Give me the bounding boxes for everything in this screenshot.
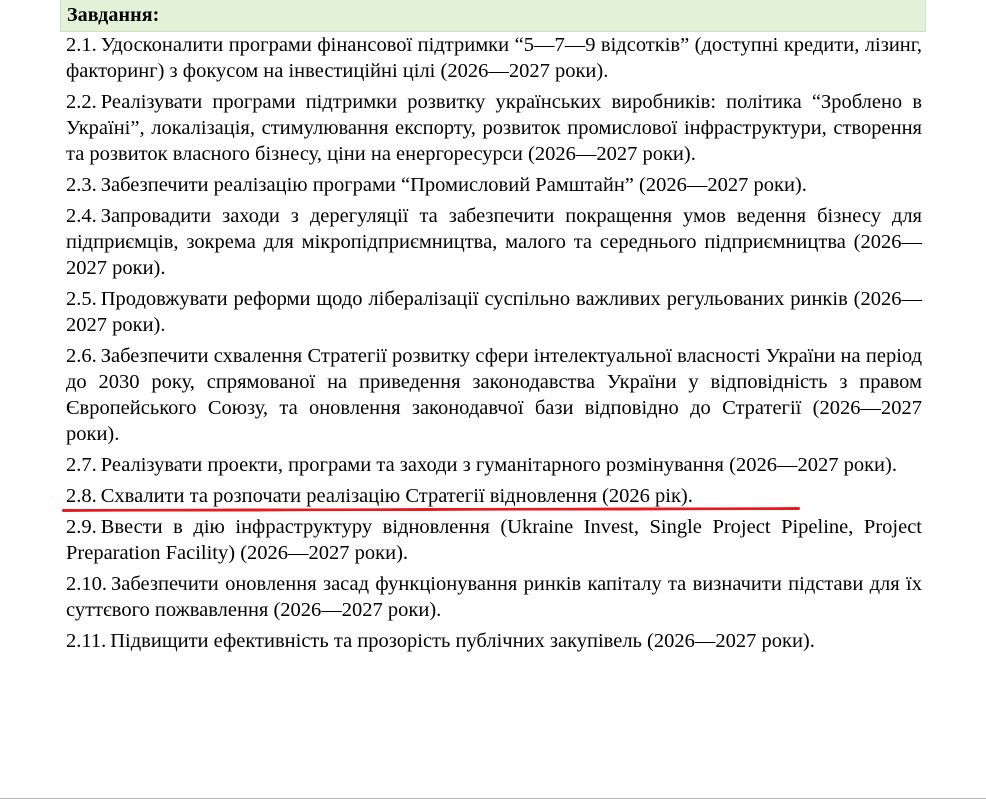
task-number: 2.1. [66, 34, 97, 56]
task-item-2-10 [66, 571, 922, 623]
task-number: 2.4. [66, 205, 97, 227]
task-text: Забезпечити реалізацію програми “Промисловий Рамштайн” (2026—2027 роки). [100, 174, 807, 196]
task-text: Схвалити та розпочати реалізацію Стратегії відновлення (2026 рік). [100, 485, 693, 507]
task-item-2-5 [66, 286, 922, 338]
document-page [60, 0, 926, 654]
task-number: 2.10. [66, 573, 107, 595]
task-text: Реалізувати програми підтримки розвитку українських виробників: політика “Зроблено в Україні”, локалізація, стимулювання експорту, розвиток промислової інфраструктури, створення та розвиток власного бізнесу, ціни на енергоресурси (2026—2027 роки). [66, 91, 922, 165]
task-number: 2.8. [66, 485, 97, 507]
task-text: Ввести в дію інфраструктуру відновлення (Ukraine Invest, Single Project Pipeline, Project Preparation Facility) (2026—2027 роки). [66, 516, 922, 564]
task-text: Продовжувати реформи щодо лібералізації суспільно важливих регульованих ринків (2026—2027 роки). [66, 288, 922, 336]
task-item-2-3 [66, 172, 922, 198]
task-item-2-7 [66, 452, 922, 478]
task-text: Підвищити ефективність та прозорість публічних закупівель (2026—2027 роки). [110, 630, 815, 652]
task-number: 2.2. [66, 91, 97, 113]
page-bottom-rule [0, 798, 986, 799]
section-heading: Завдання: [67, 4, 160, 26]
task-number: 2.6. [66, 345, 97, 367]
task-number: 2.5. [66, 288, 97, 310]
task-text: Запровадити заходи з дерегуляції та забезпечити покращення умов ведення бізнесу для підприємців, зокрема для мікропідприємництва, малого та середнього підприємництва (2026—2027 роки). [66, 205, 922, 279]
task-text: Забезпечити схвалення Стратегії розвитку сфери інтелектуальної власності України на період до 2030 року, спрямованої на приведення законодавства України у відповідність з правом Європейського Союзу, та оновлення законодавчої бази відповідно до Стратегії (2026—2027 роки). [66, 345, 922, 445]
task-item-2-9 [66, 514, 922, 566]
task-text: Удосконалити програми фінансової підтримки “5—7—9 відсотків” (доступні кредити, лізинг, факторинг) з фокусом на інвестиційні цілі (2026—2027 роки). [66, 34, 922, 82]
task-item-2-4 [66, 203, 922, 281]
task-number: 2.11. [66, 630, 107, 652]
task-item-2-11 [66, 628, 922, 654]
task-number: 2.7. [66, 454, 97, 476]
task-list [60, 32, 926, 654]
task-item-2-8 [66, 483, 922, 509]
section-header [60, 0, 926, 32]
task-item-2-2 [66, 89, 922, 167]
task-item-2-6 [66, 343, 922, 447]
task-number: 2.3. [66, 174, 97, 196]
task-text: Реалізувати проекти, програми та заходи з гуманітарного розмінування (2026—2027 роки). [100, 454, 897, 476]
task-text: Забезпечити оновлення засад функціонування ринків капіталу та визначити підстави для їх суттєвого пожвавлення (2026—2027 роки). [66, 573, 922, 621]
red-highlight-underline [62, 507, 800, 512]
task-number: 2.9. [66, 516, 97, 538]
task-item-2-1 [66, 32, 922, 84]
